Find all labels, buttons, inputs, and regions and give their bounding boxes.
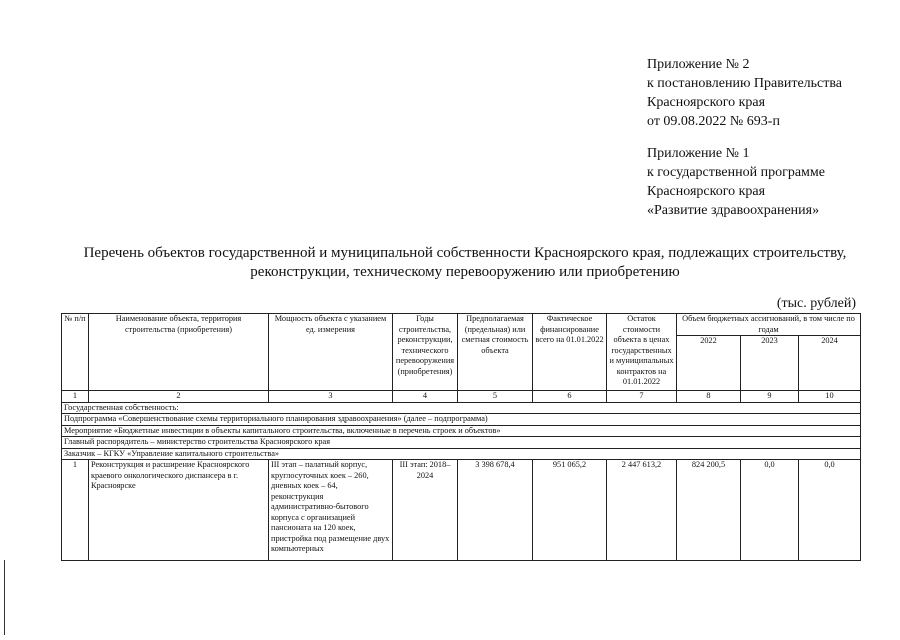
row-actual-financing: 951 065,2 [533, 460, 607, 561]
header-years: Годы строительства, реконструкции, технического перевооружения (приобретения) [393, 314, 458, 391]
header-name: Наименование объекта, территория строительства (приобретения) [89, 314, 269, 391]
appendix-1-line: к государственной программе [647, 165, 825, 180]
column-number: 4 [393, 391, 458, 403]
section-measure: Мероприятие «Бюджетные инвестиции в объекты капитального строительства, включенные в перечень строек и объектов» [62, 425, 861, 437]
section-ownership: Государственная собственность: [62, 402, 861, 414]
appendix-1-line: Приложение № 1 [647, 146, 750, 161]
header-year-2023: 2023 [741, 336, 799, 391]
header-year-2024: 2024 [799, 336, 861, 391]
section-row [62, 425, 861, 437]
section-subprogram: Подпрограмма «Совершенствование схемы территориального планирования здравоохранения» (далее – подпрограмма) [62, 414, 861, 426]
appendix-1-line: «Развитие здравоохранения» [647, 203, 820, 218]
section-main-manager: Главный распорядитель – министерство строительства Красноярского края [62, 437, 861, 449]
header-remaining-cost: Остаток стоимости объекта в ценах государственных и муниципальных контрактов на 01.01.2022 [607, 314, 677, 391]
appendix-2-line: Красноярского края [647, 95, 766, 110]
column-number: 3 [269, 391, 393, 403]
title-line: реконструкции, техническому перевооружению или приобретению [250, 264, 680, 280]
header-estimated-cost: Предполагаемая (предельная) или сметная стоимость объекта [458, 314, 533, 391]
column-number: 8 [677, 391, 741, 403]
header-num: № п/п [62, 314, 89, 391]
column-number: 6 [533, 391, 607, 403]
table-row [62, 460, 861, 561]
appendix-2-line: Приложение № 2 [647, 57, 750, 72]
header-budget-group: Объем бюджетных ассигнований, в том числе по годам [677, 314, 861, 336]
column-number: 2 [89, 391, 269, 403]
section-customer: Заказчик – КГКУ «Управление капитального строительства» [62, 448, 861, 460]
row-capacity: III этап – палатный корпус, круглосуточных коек – 260, дневных коек – 64, реконструкция административно-бытового корпуса с организацией пансионата на 120 коек, пристройка под размещение двух компьютерных [269, 460, 393, 561]
column-number: 10 [799, 391, 861, 403]
row-budget-2022: 824 200,5 [677, 460, 741, 561]
column-number: 1 [62, 391, 89, 403]
row-years: III этап: 2018–2024 [393, 460, 458, 561]
row-budget-2023: 0,0 [741, 460, 799, 561]
title-line: Перечень объектов государственной и муниципальной собственности Красноярского края, подлежащих строительству, [83, 245, 847, 261]
row-object-name: Реконструкция и расширение Красноярского краевого онкологического диспансера в г. Красноярске [89, 460, 269, 561]
header-actual-financing: Фактическое финансирование всего на 01.01.2022 [533, 314, 607, 391]
document-title [60, 244, 870, 282]
column-number: 9 [741, 391, 799, 403]
row-remaining-cost: 2 447 613,2 [607, 460, 677, 561]
section-row [62, 448, 861, 460]
appendix-1-block [647, 144, 825, 220]
appendix-2-line: к постановлению Правительства [647, 76, 843, 91]
header-year-2022: 2022 [677, 336, 741, 391]
scan-margin-line [4, 560, 5, 635]
section-row [62, 414, 861, 426]
appendix-2-block [647, 55, 842, 131]
section-row [62, 402, 861, 414]
table-header-row [62, 314, 861, 336]
column-number: 5 [458, 391, 533, 403]
column-number-row [62, 391, 861, 403]
row-estimated-cost: 3 398 678,4 [458, 460, 533, 561]
section-row [62, 437, 861, 449]
appendix-2-line: от 09.08.2022 № 693-п [647, 114, 780, 129]
units-label: (тыс. рублей) [776, 296, 856, 311]
appendix-1-line: Красноярского края [647, 184, 766, 199]
column-number: 7 [607, 391, 677, 403]
row-num: 1 [62, 460, 89, 561]
row-budget-2024: 0,0 [799, 460, 861, 561]
objects-table [61, 313, 861, 561]
header-capacity: Мощность объекта с указанием ед. измерения [269, 314, 393, 391]
